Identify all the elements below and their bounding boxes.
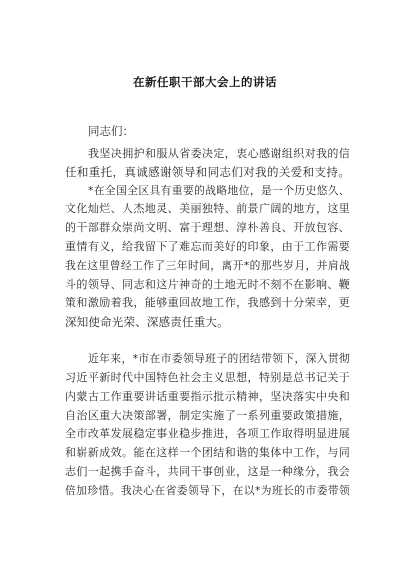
paragraph-line: 我坚决拥护和服从省委决定，衷心感谢组织对我的信 [88, 147, 350, 160]
paragraph-line: 内蒙古工作重要讲话重要指示批示精神，坚决落实中央和 [65, 390, 350, 403]
paragraph-line: 的干部群众崇尚文明、富于理想、淳朴善良、开放包容、 [65, 221, 350, 234]
paragraph-line: 近年来，*市在市委领导班子的团结带领下，深入贯彻 [88, 352, 350, 365]
paragraph-line: 自治区重大决策部署，制定实施了一系列重要政策措施， [65, 409, 350, 422]
paragraph-line: 我在这里曾经工作了三年时间，离开*的那些岁月，并肩战 [65, 259, 350, 272]
document-title: 在新任职干部大会上的讲话 [133, 75, 277, 89]
paragraph-line: 深知使命光荣、深感责任重大。 [65, 315, 229, 329]
paragraph-line: 重情有义，给我留下了难忘而美好的印象，由于工作需要 [65, 240, 350, 253]
paragraph-line: 文化灿烂、人杰地灵、美丽独特、前景广阔的地方，这里 [65, 202, 350, 215]
paragraph-line: 任和重托，真诚感谢领导和同志们对我的关爱和支持。 [65, 165, 350, 179]
paragraph-line: 和崭新成效。能在这样一个团结和谐的集体中工作，与同 [65, 446, 350, 459]
paragraph-line: 志们一起携手奋斗，共同干事创业，这是一种缘分，我会 [65, 465, 350, 478]
paragraph-line: 倍加珍惜。我决心在省委领导下，在以*为班长的市委带领 [65, 484, 350, 497]
paragraph-line: 习近平新时代中国特色社会主义思想，特别是总书记关于 [65, 371, 350, 384]
paragraph-line: *在全国全区具有重要的战略地位，是一个历史悠久、 [88, 184, 350, 197]
paragraph-line: 策和激励着我，能够重回故地工作，我感到十分荣幸，更 [65, 296, 350, 309]
paragraph-line: 斗的领导、同志和这片神奇的土地无时不刻不在影响、鞭 [65, 278, 350, 291]
paragraph-line: 全市改革发展稳定事业稳步推进，各项工作取得明显进展 [65, 427, 350, 440]
salutation: 同志们： [88, 124, 134, 138]
